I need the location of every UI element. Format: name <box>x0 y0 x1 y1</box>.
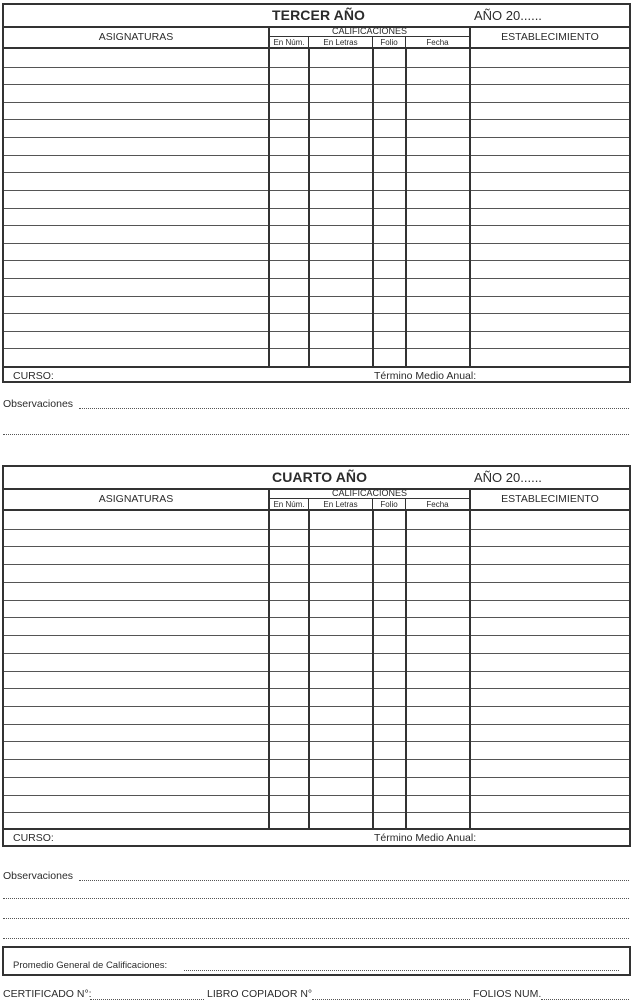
column-divider <box>372 49 374 366</box>
table-row[interactable] <box>4 260 629 278</box>
header-folio: Folio <box>380 500 398 509</box>
row-divider <box>4 296 629 297</box>
grades-grid <box>4 511 629 830</box>
row-divider <box>4 777 629 778</box>
header-asignaturas: ASIGNATURAS <box>98 31 174 43</box>
row-divider <box>4 795 629 796</box>
row-divider <box>4 529 629 530</box>
table-row[interactable] <box>4 564 629 582</box>
column-divider <box>469 49 471 366</box>
header-fecha: Fecha <box>426 500 449 509</box>
header-asignaturas: ASIGNATURAS <box>98 493 174 505</box>
row-divider <box>4 600 629 601</box>
row-divider <box>4 688 629 689</box>
observaciones-line[interactable] <box>3 870 629 884</box>
header-establecimiento: ESTABLECIMIENTO <box>501 493 599 505</box>
row-divider <box>4 67 629 68</box>
row-divider <box>4 706 629 707</box>
section-footer <box>4 366 629 384</box>
table-row[interactable] <box>4 225 629 243</box>
promedio-general-box[interactable] <box>2 946 631 976</box>
column-divider <box>372 511 374 830</box>
row-divider <box>4 208 629 209</box>
row-divider <box>4 812 629 813</box>
header-en-num: En Núm. <box>273 500 305 509</box>
observaciones-line[interactable] <box>3 424 629 438</box>
row-divider <box>4 724 629 725</box>
observaciones-label: Observaciones <box>3 870 74 882</box>
table-row[interactable] <box>4 706 629 724</box>
table-row[interactable] <box>4 688 629 706</box>
curso-label: CURSO: <box>13 370 54 382</box>
table-row[interactable] <box>4 635 629 653</box>
table-row[interactable] <box>4 49 629 67</box>
table-row[interactable] <box>4 741 629 759</box>
row-divider <box>4 671 629 672</box>
table-row[interactable] <box>4 137 629 155</box>
curso-label: CURSO: <box>13 832 54 844</box>
table-row[interactable] <box>4 777 629 795</box>
row-divider <box>4 225 629 226</box>
row-divider <box>4 653 629 654</box>
cuarto-ano-section <box>2 465 631 847</box>
folios-label: FOLIOS NUM. <box>473 988 542 1000</box>
table-row[interactable] <box>4 331 629 349</box>
column-divider <box>268 511 270 830</box>
table-row[interactable] <box>4 208 629 226</box>
row-divider <box>4 348 629 349</box>
certificado-label: CERTIFICADO N°: <box>3 988 92 1000</box>
row-divider <box>4 172 629 173</box>
libro-copiador-label: LIBRO COPIADOR N° <box>207 988 313 1000</box>
header-establecimiento: ESTABLECIMIENTO <box>501 31 599 43</box>
row-divider <box>4 102 629 103</box>
header-calificaciones: CALIFICACIONES <box>331 488 407 498</box>
table-row[interactable] <box>4 278 629 296</box>
table-row[interactable] <box>4 671 629 689</box>
table-row[interactable] <box>4 511 629 529</box>
termino-medio-label: Término Medio Anual: <box>374 370 477 382</box>
section-title-row <box>4 467 629 488</box>
column-divider <box>308 49 310 366</box>
table-row[interactable] <box>4 67 629 85</box>
row-divider <box>4 546 629 547</box>
table-row[interactable] <box>4 296 629 314</box>
row-divider <box>4 119 629 120</box>
table-row[interactable] <box>4 653 629 671</box>
column-divider <box>405 49 407 366</box>
table-row[interactable] <box>4 313 629 331</box>
header-folio: Folio <box>380 38 398 47</box>
row-divider <box>4 260 629 261</box>
row-divider <box>4 635 629 636</box>
table-row[interactable] <box>4 582 629 600</box>
row-divider <box>4 84 629 85</box>
row-divider <box>4 331 629 332</box>
row-divider <box>4 582 629 583</box>
section-title: TERCER AÑO <box>272 7 366 23</box>
table-row[interactable] <box>4 172 629 190</box>
table-row[interactable] <box>4 155 629 173</box>
table-row[interactable] <box>4 84 629 102</box>
column-divider <box>268 49 270 366</box>
grades-grid <box>4 49 629 366</box>
promedio-general-label: Promedio General de Calificaciones: <box>13 960 168 971</box>
section-title: CUARTO AÑO <box>272 469 368 485</box>
row-divider <box>4 759 629 760</box>
table-row[interactable] <box>4 190 629 208</box>
year-label: AÑO 20...... <box>474 470 542 485</box>
row-divider <box>4 741 629 742</box>
table-row[interactable] <box>4 119 629 137</box>
header-fecha: Fecha <box>426 38 449 47</box>
header-en-num: En Núm. <box>273 38 305 47</box>
section-footer <box>4 828 629 846</box>
table-row[interactable] <box>4 617 629 635</box>
table-row[interactable] <box>4 724 629 742</box>
observaciones-line[interactable] <box>3 398 629 412</box>
column-divider <box>405 511 407 830</box>
table-row[interactable] <box>4 243 629 261</box>
table-row[interactable] <box>4 795 629 813</box>
observaciones-label: Observaciones <box>3 398 74 410</box>
row-divider <box>4 617 629 618</box>
row-divider <box>4 190 629 191</box>
table-row[interactable] <box>4 102 629 120</box>
section-title-row <box>4 5 629 26</box>
row-divider <box>4 243 629 244</box>
table-row[interactable] <box>4 759 629 777</box>
tercer-ano-section <box>2 3 631 383</box>
table-row[interactable] <box>4 529 629 547</box>
header-en-letras: En Letras <box>323 500 358 509</box>
row-divider <box>4 564 629 565</box>
observaciones-line[interactable] <box>3 908 629 922</box>
header-en-letras: En Letras <box>323 38 358 47</box>
column-divider <box>308 511 310 830</box>
observaciones-line[interactable] <box>3 928 629 942</box>
termino-medio-label: Término Medio Anual: <box>374 832 477 844</box>
table-row[interactable] <box>4 348 629 366</box>
observaciones-line[interactable] <box>3 888 629 902</box>
column-divider <box>469 511 471 830</box>
table-row[interactable] <box>4 546 629 564</box>
year-label: AÑO 20...... <box>474 8 542 23</box>
row-divider <box>4 278 629 279</box>
row-divider <box>4 313 629 314</box>
promedio-dots <box>184 970 619 971</box>
table-row[interactable] <box>4 600 629 618</box>
header-calificaciones: CALIFICACIONES <box>331 26 407 36</box>
row-divider <box>4 137 629 138</box>
row-divider <box>4 155 629 156</box>
